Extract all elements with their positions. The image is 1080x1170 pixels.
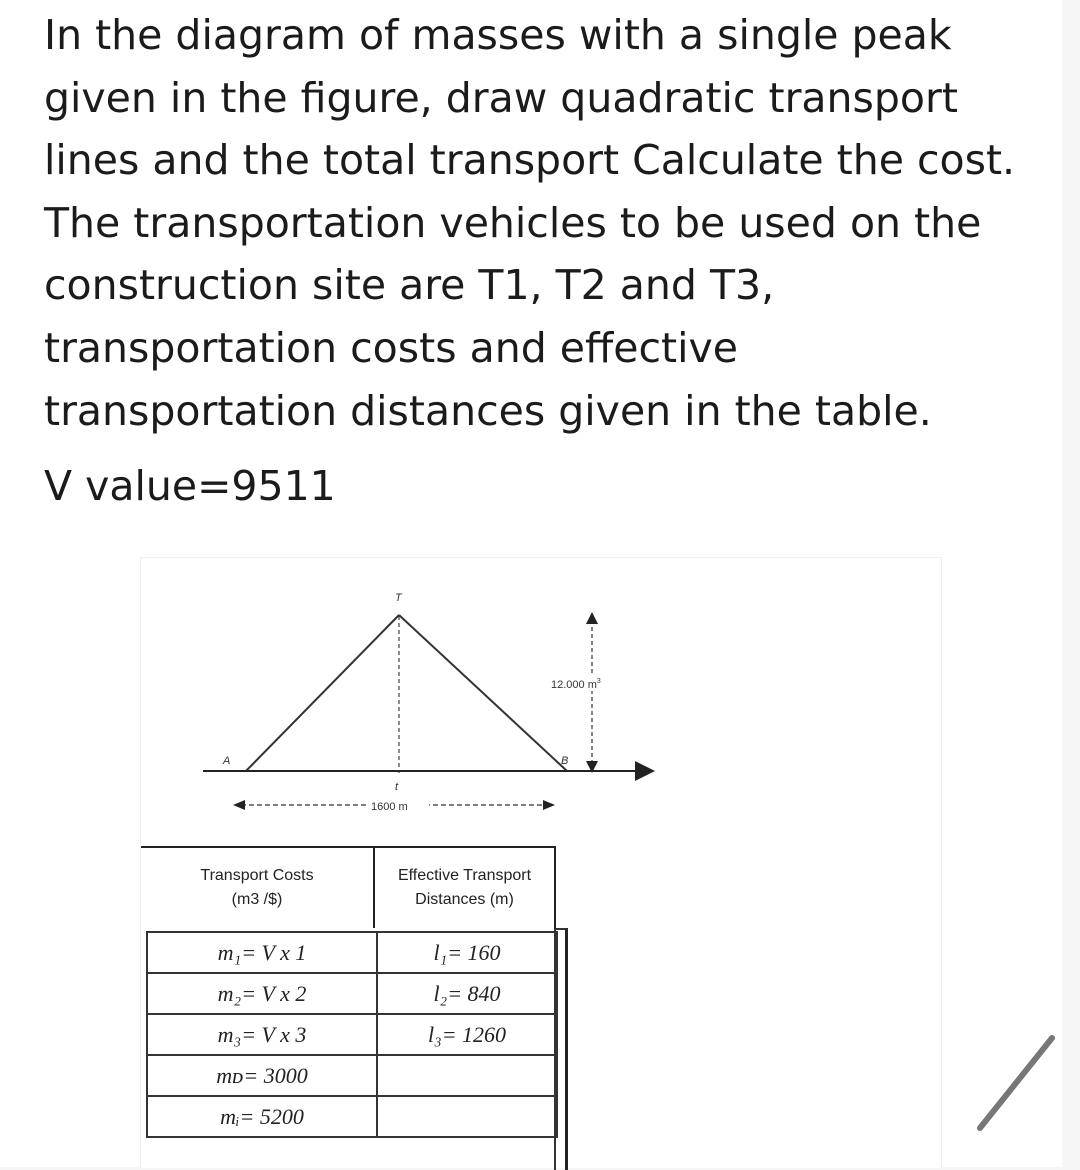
question-line: lines and the total transport Calculate the cost. [44,136,1016,185]
pencil-stroke-icon [972,1030,1062,1140]
table-right-edge [554,928,568,1170]
figure [140,557,942,1168]
distance-cell: l₂= 840 [377,973,557,1014]
cost-cell: mᴅ= 3000 [147,1055,377,1096]
header-transport-costs [141,846,373,928]
distance-cell [377,1096,557,1137]
point-b-label: B [561,755,569,767]
question-line: construction site are T1, T2 and T3, [44,261,775,310]
header-dist-line2: Distances (m) [415,891,514,908]
table-row [147,1096,557,1137]
peak-label: T [395,592,402,604]
volume-arrow-up [586,612,598,624]
header-dist-line1: Effective Transport [397,867,532,884]
question-line: The transportation vehicles to be used on the [44,198,982,247]
header-effective-distances [373,846,556,928]
cost-cell: m₁= V x 1 [147,932,377,973]
foot-label: t [395,781,399,793]
volume-label: 12.000 $m^3$ [551,678,601,691]
length-arrow-right [543,800,555,810]
left-slope-line [246,615,399,771]
v-value: V value=9511 [44,462,336,510]
right-slope-line [399,615,567,771]
question-line: given in the figure, draw quadratic transport [44,73,958,122]
cost-cell: m₃= V x 3 [147,1014,377,1055]
point-a-label: A [223,755,231,767]
table-row [147,973,557,1014]
length-arrow-left [233,800,245,810]
table-row [147,932,557,973]
mass-diagram [141,558,941,838]
transport-table [146,931,558,1138]
table-row [147,1055,557,1096]
question-line: transportation distances given in the table. [44,386,932,435]
question-line: In the diagram of masses with a single peak [44,11,952,59]
distance-cell [377,1055,557,1096]
question-line: transportation costs and effective [44,323,738,372]
table-row [147,1014,557,1055]
header-costs-line2: (m3 /$) [231,891,283,908]
cost-cell: mᵢ= 5200 [147,1096,377,1137]
cost-cell: m₂= V x 2 [147,973,377,1014]
distance-cell: l₁= 160 [377,932,557,973]
distance-cell: l₃= 1260 [377,1014,557,1055]
header-costs-line1: Transport Costs [200,867,314,884]
length-label: 1600 m [371,801,408,813]
question-text [44,4,1044,442]
